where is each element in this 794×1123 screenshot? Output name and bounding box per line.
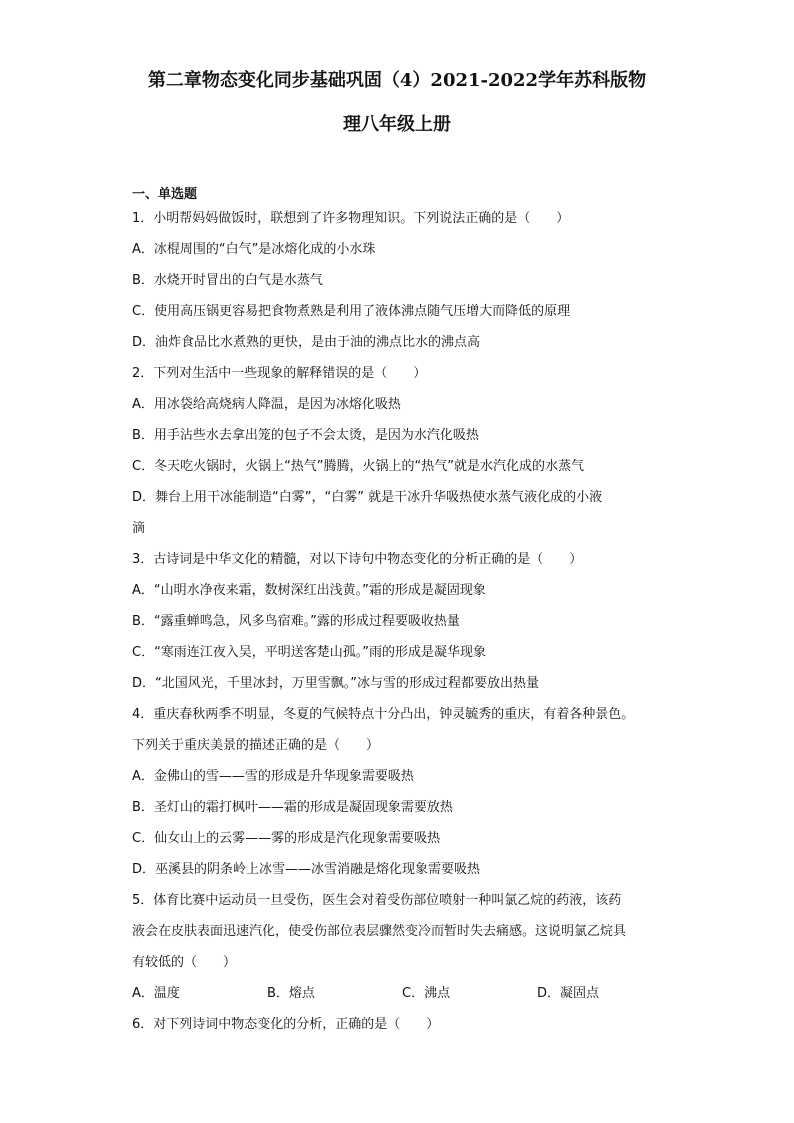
question-body bbox=[132, 184, 672, 1045]
question-4: 4．重庆春秋两季不明显，冬夏的气候特点十分凸出，钟灵毓秀的重庆，有着各种景色。 bbox=[132, 707, 635, 722]
question-2: 2．下列对生活中一些现象的解释错误的是（ ） bbox=[132, 366, 427, 381]
q5-option-a: A．温度 bbox=[132, 986, 180, 1001]
question-3: 3．古诗词是中华文化的精髓，对以下诗句中物态变化的分析正确的是（ ） bbox=[132, 552, 583, 567]
question-5-continued: 液会在皮肤表面迅速汽化，使受伤部位表层骤然变冷而暂时失去痛感。这说明氯乙烷具 bbox=[132, 924, 627, 939]
question-5-continued-2: 有较低的（ ） bbox=[132, 955, 237, 970]
question-6: 6．对下列诗词中物态变化的分析，正确的是（ ） bbox=[132, 1017, 440, 1032]
q2-option-d: D．舞台上用干冰能制造“白雾”，“白雾” 就是干冰升华吸热使水蒸气液化成的小液 bbox=[132, 490, 603, 505]
q5-option-c: C．沸点 bbox=[402, 986, 451, 1001]
q2-option-d-continued: 滴 bbox=[132, 521, 146, 536]
q3-option-c: C．“寒雨连江夜入吴，平明送客楚山孤。”雨的形成是凝华现象 bbox=[132, 645, 487, 660]
q3-option-d: D．“北国风光，千里冰封，万里雪飘。”冰与雪的形成过程都要放出热量 bbox=[132, 676, 539, 691]
q1-option-a: A．冰棍周围的“白气”是冰熔化成的小水珠 bbox=[132, 242, 376, 257]
q1-option-d: D．油炸食品比水煮熟的更快，是由于油的沸点比水的沸点高 bbox=[132, 335, 481, 350]
q4-option-b: B．圣灯山的霜打枫叶——霜的形成是凝固现象需要放热 bbox=[132, 800, 453, 815]
q2-option-a: A．用冰袋给高烧病人降温，是因为冰熔化吸热 bbox=[132, 397, 401, 412]
q4-option-a: A．金佛山的雪——雪的形成是升华现象需要吸热 bbox=[132, 769, 414, 784]
q3-option-a: A．“山明水净夜来霜，数树深红出浅黄。”霜的形成是凝固现象 bbox=[132, 583, 486, 598]
question-4-continued: 下列关于重庆美景的描述正确的是（ ） bbox=[132, 738, 380, 753]
q5-option-b: B．熔点 bbox=[267, 986, 315, 1001]
q5-options bbox=[132, 983, 672, 1014]
document-title-line-1: 第二章物态变化同步基础巩固（4）2021-2022学年苏科版物 bbox=[147, 70, 647, 91]
q3-option-b: B．“露重蝉鸣急，风多鸟宿难。”露的形成过程要吸收热量 bbox=[132, 614, 460, 629]
q4-option-c: C．仙女山上的云雾——雾的形成是汽化现象需要吸热 bbox=[132, 831, 441, 846]
question-5: 5．体育比赛中运动员一旦受伤，医生会对着受伤部位喷射一种叫氯乙烷的药液，该药 bbox=[132, 893, 622, 908]
q2-option-c: C．冬天吃火锅时，火锅上“热气”腾腾，火锅上的“热气”就是水汽化成的水蒸气 bbox=[132, 459, 585, 474]
q1-option-b: B．水烧开时冒出的白气是水蒸气 bbox=[132, 273, 323, 288]
question-1: 1．小明帮妈妈做饭时，联想到了许多物理知识。下列说法正确的是（ ） bbox=[132, 211, 570, 226]
section-heading: 一、单选题 bbox=[132, 187, 198, 202]
q5-option-d: D．凝固点 bbox=[537, 986, 600, 1001]
q2-option-b: B．用手沾些水去拿出笼的包子不会太烫，是因为水汽化吸热 bbox=[132, 428, 479, 443]
q1-option-c: C．使用高压锅更容易把食物煮熟是利用了液体沸点随气压增大而降低的原理 bbox=[132, 304, 571, 319]
q4-option-d: D．巫溪县的阴条岭上冰雪——冰雪消融是熔化现象需要吸热 bbox=[132, 862, 481, 877]
document-title-line-2: 理八年级上册 bbox=[343, 114, 451, 135]
